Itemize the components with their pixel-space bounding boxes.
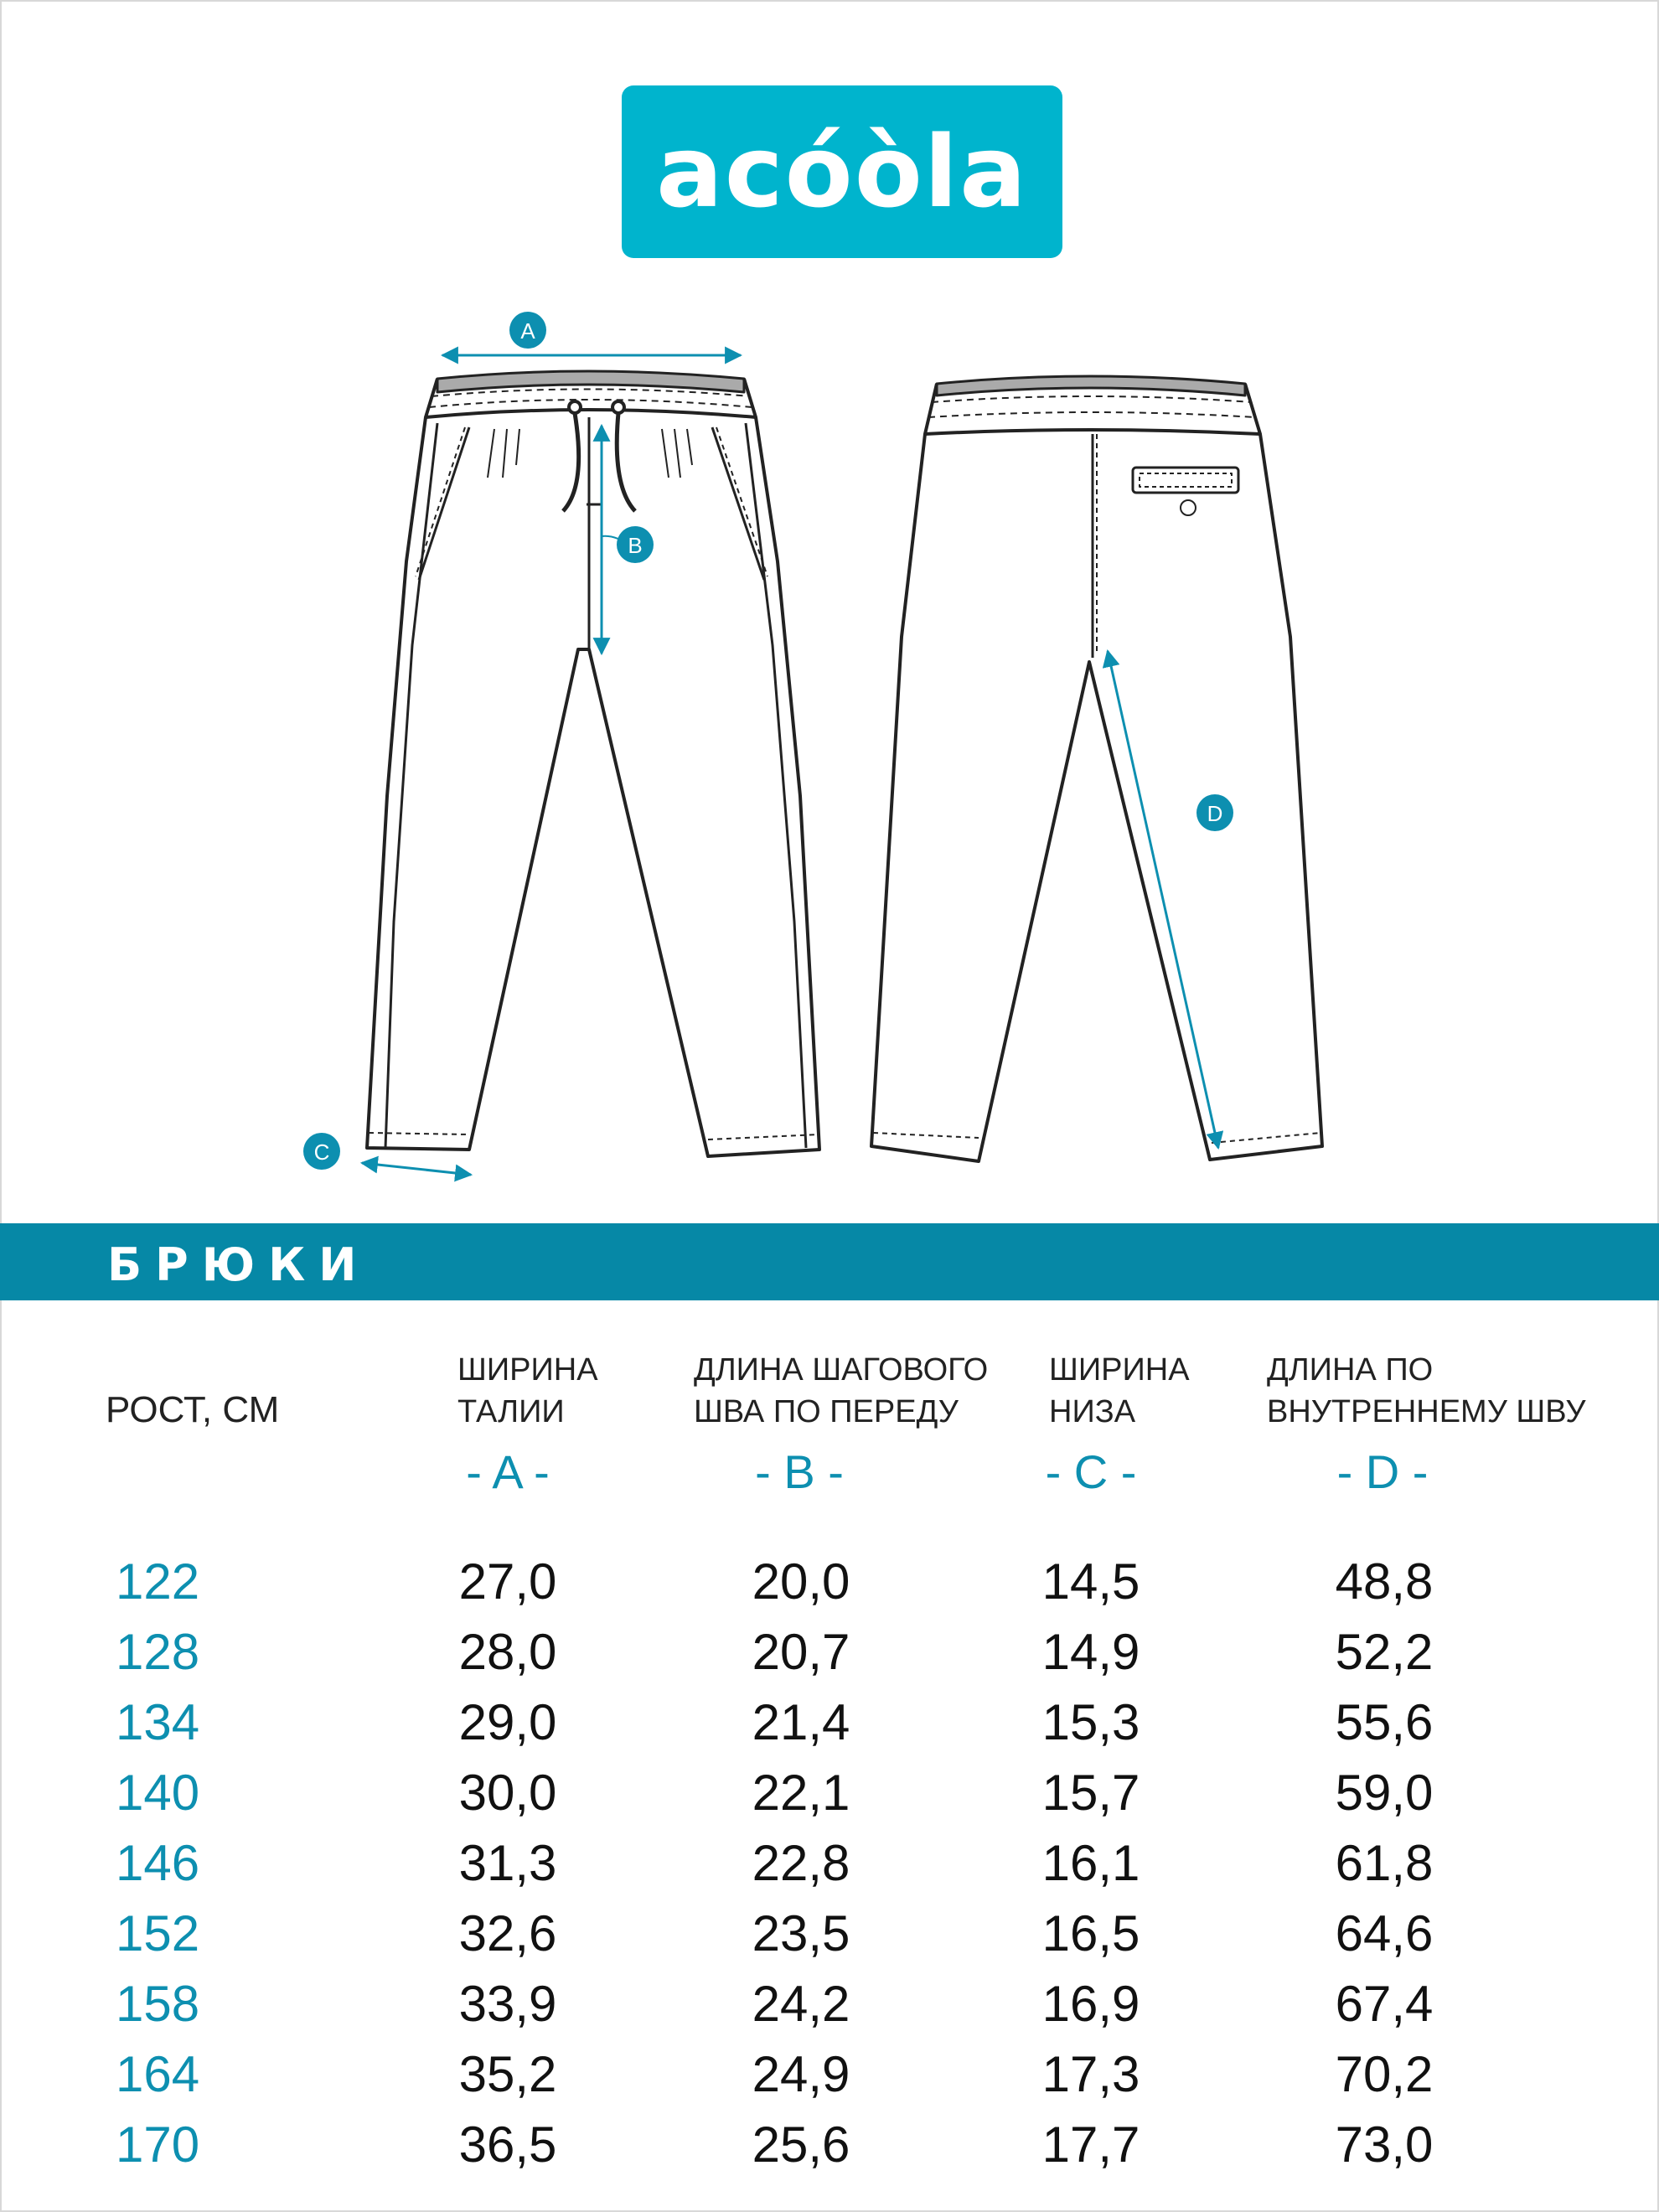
brand-logo [622, 85, 1062, 258]
cell-d: 70,2 [1335, 2046, 1434, 2102]
table-row [0, 1899, 1659, 1969]
header-d-line2: ВНУТРЕННЕМУ ШВУ [1267, 1394, 1586, 1429]
cell-a: 31,3 [458, 1835, 557, 1891]
cell-c: 14,9 [1041, 1624, 1140, 1680]
cell-b: 24,2 [752, 1976, 850, 2032]
cell-c: 14,5 [1041, 1553, 1140, 1610]
header-a-line2: ТАЛИИ [457, 1394, 565, 1429]
brand-logo-text: acóòla [656, 114, 1028, 230]
header-b-letter: - B - [755, 1445, 844, 1498]
cell-b: 20,7 [752, 1624, 850, 1680]
cell-b: 20,0 [752, 1553, 850, 1610]
cell-height: 164 [116, 2046, 200, 2102]
header-b-line1: ДЛИНА ШАГОВОГО [694, 1352, 989, 1388]
header-d [1267, 1349, 1636, 1433]
header-b-line2: ШВА ПО ПЕРЕДУ [694, 1394, 959, 1429]
trousers-diagram [0, 285, 1659, 1215]
cell-d: 59,0 [1335, 1765, 1434, 1821]
cell-height: 170 [116, 2116, 200, 2173]
cell-c: 17,7 [1041, 2116, 1140, 2173]
cell-height: 140 [116, 1765, 200, 1821]
marker-b-label: B [628, 533, 643, 558]
header-a-letter: - A - [466, 1445, 550, 1498]
table-row [0, 1617, 1659, 1687]
cell-a: 32,6 [458, 1905, 557, 1961]
front-view [367, 371, 819, 1156]
cell-d: 61,8 [1335, 1835, 1434, 1891]
cell-d: 67,4 [1335, 1976, 1434, 2032]
cell-a: 36,5 [458, 2116, 557, 2173]
header-c-letter: - C - [1045, 1445, 1137, 1498]
cell-a: 30,0 [458, 1765, 557, 1821]
cell-height: 152 [116, 1905, 200, 1961]
cell-c: 17,3 [1041, 2046, 1140, 2102]
back-view [871, 376, 1322, 1161]
table-row [0, 1687, 1659, 1758]
section-banner [0, 1223, 1659, 1300]
header-c-line2: НИЗА [1049, 1394, 1136, 1429]
table-row [0, 1969, 1659, 2039]
cell-c: 16,5 [1041, 1905, 1140, 1961]
marker-c [303, 1133, 340, 1170]
header-height: РОСТ, СМ [106, 1389, 280, 1430]
marker-d-label: D [1207, 801, 1223, 826]
marker-d [1196, 794, 1233, 831]
cell-b: 22,1 [752, 1765, 850, 1821]
cell-height: 158 [116, 1976, 200, 2032]
header-d-line1: ДЛИНА ПО [1267, 1352, 1434, 1388]
marker-a-label: A [520, 318, 535, 344]
header-a-line1: ШИРИНА [457, 1352, 598, 1388]
table-row [0, 1758, 1659, 1828]
cell-b: 24,9 [752, 2046, 850, 2102]
marker-c-label: C [313, 1140, 330, 1165]
cell-c: 15,7 [1041, 1765, 1140, 1821]
cell-d: 64,6 [1335, 1905, 1434, 1961]
cell-d: 55,6 [1335, 1694, 1434, 1750]
section-title: БРЮКИ [107, 1238, 370, 1291]
marker-b [617, 526, 654, 563]
cell-d: 73,0 [1335, 2116, 1434, 2173]
marker-a [509, 312, 546, 349]
header-c-line1: ШИРИНА [1049, 1352, 1190, 1388]
table-row [0, 1828, 1659, 1899]
cell-c: 16,9 [1041, 1976, 1140, 2032]
header-d-letter: - D - [1336, 1445, 1429, 1498]
cell-a: 28,0 [458, 1624, 557, 1680]
table-row [0, 2039, 1659, 2110]
cell-height: 146 [116, 1835, 200, 1891]
header-b [694, 1349, 1046, 1433]
cell-d: 48,8 [1335, 1553, 1434, 1610]
cell-c: 16,1 [1041, 1835, 1140, 1891]
cell-a: 33,9 [458, 1976, 557, 2032]
cell-height: 128 [116, 1624, 200, 1680]
cell-b: 22,8 [752, 1835, 850, 1891]
cell-height: 134 [116, 1694, 200, 1750]
cell-height: 122 [116, 1553, 200, 1610]
table-row [0, 2110, 1659, 2180]
cell-b: 25,6 [752, 2116, 850, 2173]
table-row [0, 1547, 1659, 1617]
cell-d: 52,2 [1335, 1624, 1434, 1680]
cell-b: 21,4 [752, 1694, 850, 1750]
cell-a: 27,0 [458, 1553, 557, 1610]
cell-a: 29,0 [458, 1694, 557, 1750]
cell-c: 15,3 [1041, 1694, 1140, 1750]
cell-a: 35,2 [458, 2046, 557, 2102]
cell-b: 23,5 [752, 1905, 850, 1961]
